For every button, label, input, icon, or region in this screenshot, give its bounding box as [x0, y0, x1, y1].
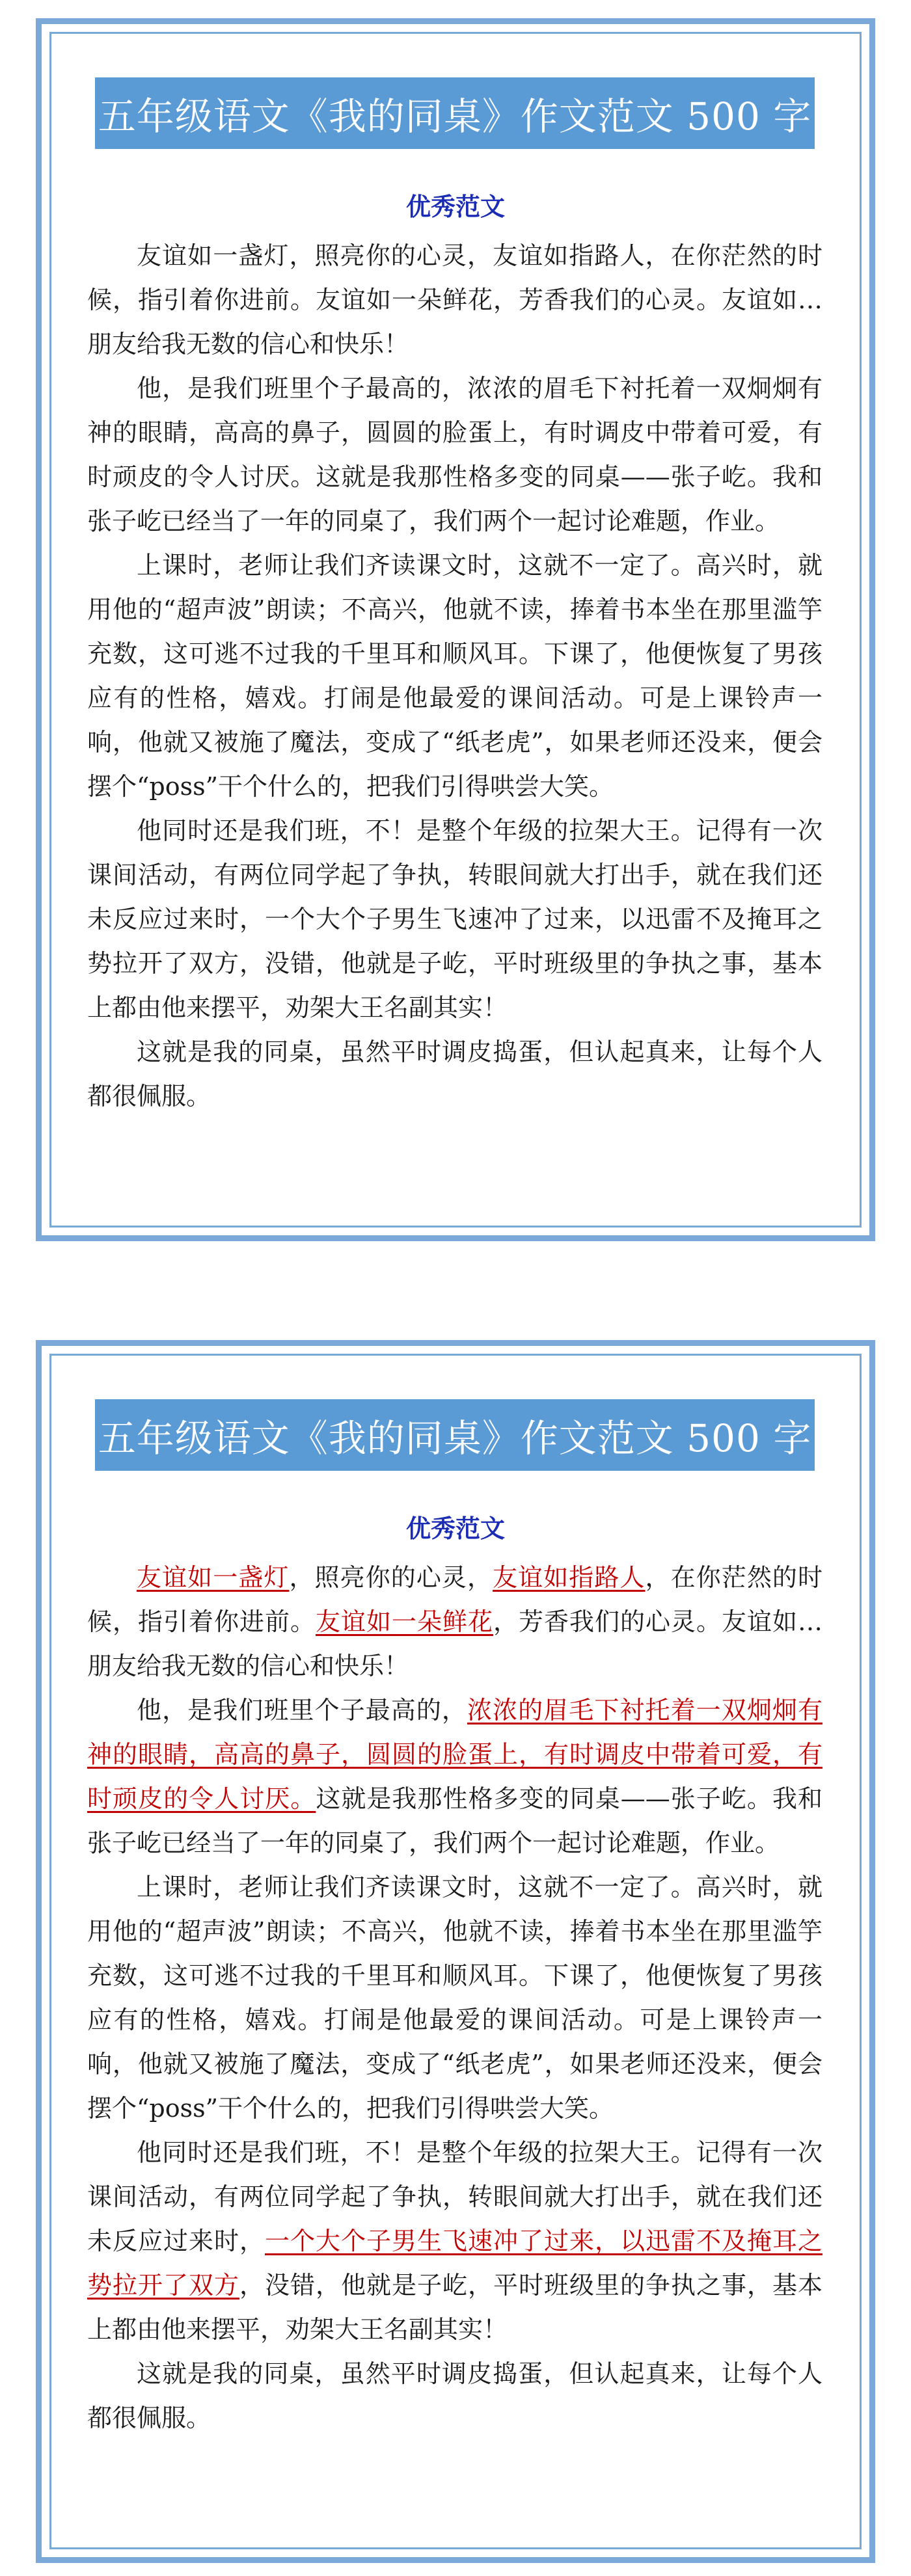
text-run: 友谊如一盏灯，照亮你的心灵，友谊如指路人，在你茫然的时候，指引着你进前。友谊如一朵鲜花，芳香我们的心灵。友谊如…朋友给我无数的信心和快乐！	[87, 241, 823, 358]
text-run: 他，是我们班里个子最高的，浓浓的眉毛下衬托着一双炯炯有神的眼睛，高高的鼻子，圆圆的脸蛋上，有时调皮中带着可爱，有时顽皮的令人讨厌。这就是我那性格多变的同桌——张子屹。我和张子屹已经当了一年的同桌了，我们两个一起讨论难题，作业。	[87, 374, 823, 535]
text-run: ，没错，他就是子屹，平时班级里的争执之事，基本上都由他来摆平，劝架大王名副其实！	[87, 2271, 823, 2344]
subtitle-label: 优秀范文	[405, 1514, 505, 1543]
text-run: 这就是我的同桌，虽然平时调皮捣蛋，但认起真来，让每个人都很佩服。	[87, 1038, 823, 1110]
essay-paragraph	[87, 1555, 823, 1688]
text-run: 他同时还是我们班，不！是整个年级的拉架大王。记得有一次课间活动，有两位同学起了争执，转眼间就大打出手，就在我们还未反应过来时，一个大个子男生飞速冲了过来，以迅雷不及掩耳之势拉开了双方，没错，他就是子屹，平时班级里的争执之事，基本上都由他来摆平，劝架大王名副其实！	[87, 816, 823, 1022]
essay-card-annotated	[36, 1340, 875, 2563]
essay-paragraph	[87, 809, 823, 1030]
text-run: ，芳香我们的心灵。友谊如…朋友给我无数的信心和快乐！	[87, 1607, 823, 1680]
highlighted-phrase: 一个大个子男生飞速冲了过来，以迅雷不及掩耳之势拉开了双方	[87, 2227, 823, 2300]
subtitle-label: 优秀范文	[405, 193, 505, 221]
highlighted-phrase: 友谊如一朵鲜花	[316, 1607, 493, 1636]
essay-body-annotated	[87, 1555, 823, 2440]
text-run: ，照亮你的心灵，	[289, 1563, 493, 1592]
essay-body	[87, 234, 823, 1118]
text-run: 他同时还是我们班，不！是整个年级的拉架大王。记得有一次课间活动，有两位同学起了争执，转眼间就大打出手，就在我们还未反应过来时，	[87, 2138, 823, 2255]
essay-paragraph	[87, 2130, 823, 2352]
highlighted-phrase: 友谊如指路人	[493, 1563, 646, 1592]
text-run: 上课时，老师让我们齐读课文时，这就不一定了。高兴时，就用他的“超声波”朗读；不高兴，他就不读，捧着书本坐在那里滥竽充数，这可逃不过我的千里耳和顺风耳。下课了，他便恢复了男孩应有的性格，嬉戏。打闹是他最爱的课间活动。可是上课铃声一响，他就又被施了魔法，变成了“纸老虎”，如果老师还没来，便会摆个“poss”干个什么的，把我们引得哄尝大笑。	[87, 551, 823, 801]
highlighted-phrase: 友谊如一盏灯	[137, 1563, 290, 1592]
text-run: 这就是我的同桌，虽然平时调皮捣蛋，但认起真来，让每个人都很佩服。	[87, 2359, 823, 2432]
essay-paragraph	[87, 1688, 823, 1865]
text-run: ，在你茫然的时候，指引着你进前。	[87, 1563, 823, 1636]
essay-paragraph	[87, 1030, 823, 1118]
title-banner: 五年级语文《我的同桌》作文范文 500 字	[95, 1399, 815, 1471]
text-run: 这就是我那性格多变的同桌——张子屹。我和张子屹已经当了一年的同桌了，我们两个一起讨论难题，作业。	[87, 1784, 823, 1857]
text-run: 他，是我们班里个子最高的，	[137, 1696, 467, 1724]
essay-paragraph	[87, 1865, 823, 2130]
essay-paragraph	[87, 2352, 823, 2440]
essay-paragraph	[87, 366, 823, 543]
essay-paragraph	[87, 234, 823, 366]
text-run: 上课时，老师让我们齐读课文时，这就不一定了。高兴时，就用他的“超声波”朗读；不高兴，他就不读，捧着书本坐在那里滥竽充数，这可逃不过我的千里耳和顺风耳。下课了，他便恢复了男孩应有的性格，嬉戏。打闹是他最爱的课间活动。可是上课铃声一响，他就又被施了魔法，变成了“纸老虎”，如果老师还没来，便会摆个“poss”干个什么的，把我们引得哄尝大笑。	[87, 1873, 823, 2123]
essay-paragraph	[87, 543, 823, 809]
title-banner: 五年级语文《我的同桌》作文范文 500 字	[95, 77, 815, 149]
highlighted-phrase: 浓浓的眉毛下衬托着一双炯炯有神的眼睛，高高的鼻子，圆圆的脸蛋上，有时调皮中带着可爱，有时顽皮的令人讨厌。	[87, 1696, 823, 1813]
essay-card-plain	[36, 18, 875, 1241]
